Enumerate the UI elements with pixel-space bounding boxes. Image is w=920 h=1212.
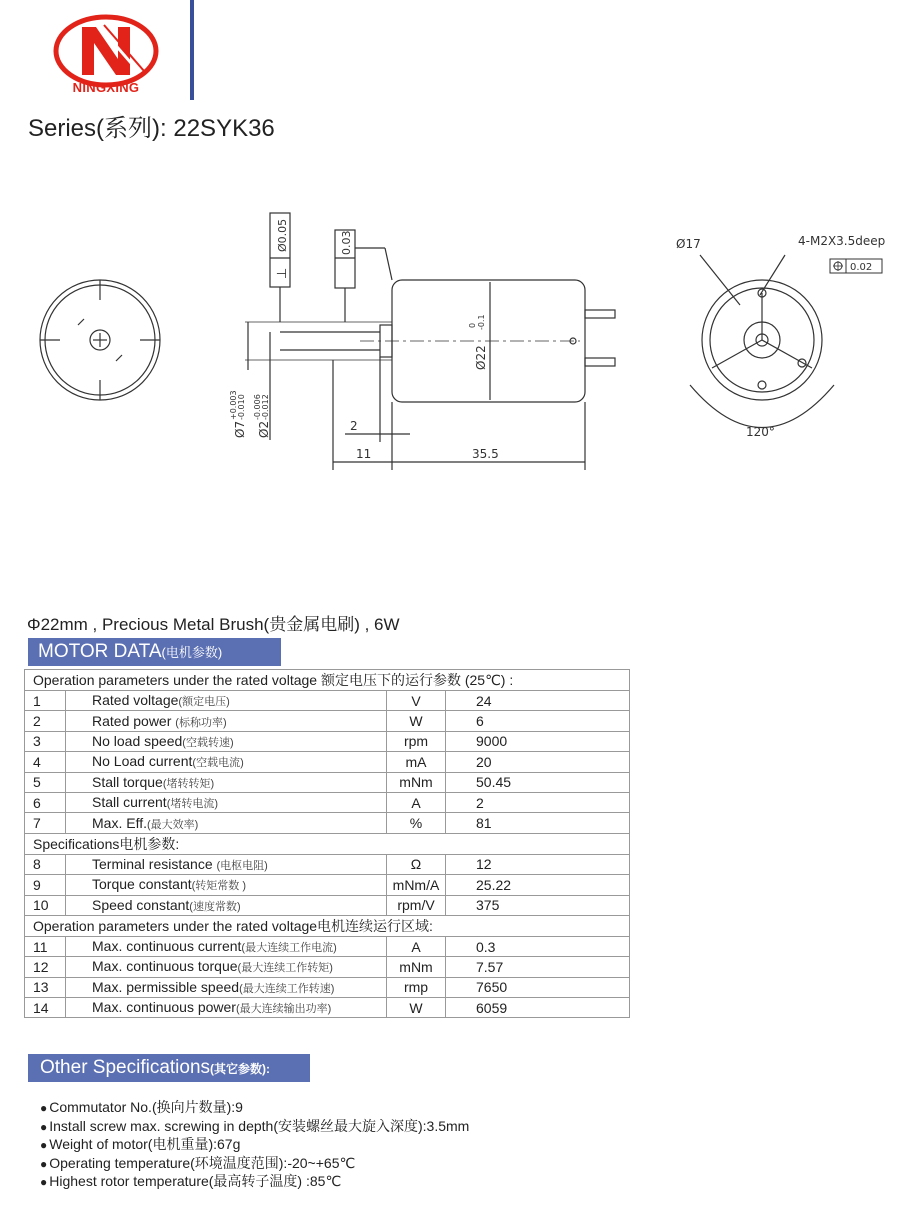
dim-d17: Ø17 — [676, 237, 701, 251]
dim-d7-tol: +0.003 — [229, 390, 238, 420]
motor-data-label-cn: (电机参数) — [161, 645, 223, 660]
dim-35-5: 35.5 — [472, 447, 499, 461]
other-spec-label: Other Specifications — [40, 1057, 211, 1078]
header-divider — [190, 0, 194, 100]
motor-data-banner — [28, 638, 281, 666]
table-section-header: Operation parameters under the rated voltage 额定电压下的运行参数 (25℃) : — [25, 670, 630, 691]
table-row: 7 Max. Eff.(最大效率) % 81 — [25, 813, 630, 833]
table-row: 4 No Load current(空载电流) mA 20 — [25, 752, 630, 772]
list-item: ● Highest rotor temperature(最高转子温度) :85℃ — [40, 1172, 469, 1191]
table-row: 8 Terminal resistance (电枢电阻) Ω 12 — [25, 854, 630, 874]
list-item: ● Weight of motor(电机重量):67g — [40, 1135, 469, 1154]
series-value: 22SYK36 — [173, 115, 275, 142]
end-view-left — [40, 280, 160, 400]
dim-body-dia: Ø22 — [474, 345, 488, 370]
list-item: ● Operating temperature(环境温度范围):-20~+65℃ — [40, 1154, 469, 1173]
side-view — [245, 213, 615, 470]
pos-tol-value: 0.02 — [850, 262, 873, 273]
tol-perp-symbol: ⊥ — [275, 267, 290, 279]
tol-perp-value: Ø0.05 — [276, 218, 289, 252]
dim-d7-tol2: -0.010 — [237, 394, 246, 420]
other-spec-banner — [28, 1054, 310, 1082]
table-row: 10 Speed constant(速度常数) rpm/V 375 — [25, 895, 630, 915]
brand-name: NINGXING — [72, 80, 140, 95]
dim-body-tol2: -0.1 — [477, 314, 486, 330]
technical-drawing — [0, 180, 920, 500]
dim-2: 2 — [350, 419, 358, 433]
tol-runout-value: 0.03 — [340, 230, 353, 255]
spec-title: Φ22mm , Precious Metal Brush(贵金属电刷) , 6W — [27, 615, 400, 634]
table-row: 5 Stall torque(堵转转矩) mNm 50.45 — [25, 772, 630, 792]
table-row: 11 Max. continuous current(最大连续工作电流) A 0.3 — [25, 936, 630, 956]
dim-d2-tol: -0.006 — [253, 394, 262, 420]
table-row: 14 Max. continuous power(最大连续输出功率) W 6059 — [25, 998, 630, 1018]
table-row: 9 Torque constant(转矩常数 ) mNm/A 25.22 — [25, 875, 630, 895]
dim-screw: 4-M2X3.5deep — [798, 234, 886, 248]
dim-angle: 120° — [746, 425, 775, 439]
motor-data-table — [24, 669, 630, 1018]
table-row: 1 Rated voltage(额定电压) V 24 — [25, 691, 630, 711]
other-spec-label-cn: (其它参数): — [210, 1062, 271, 1076]
table-section-header: Operation parameters under the rated voltage电机连续运行区域: — [25, 915, 630, 936]
dim-d7: Ø7 — [233, 420, 247, 438]
series-label: Series(系列) — [28, 115, 161, 142]
dim-d2-tol2: -0.012 — [261, 394, 270, 420]
dim-11: 11 — [356, 447, 372, 461]
list-item: ● Install screw max. screwing in depth(安装螺丝最大旋入深度):3.5mm — [40, 1117, 469, 1136]
motor-data-label: MOTOR DATA — [38, 641, 162, 662]
dim-d2: Ø2 — [257, 420, 271, 438]
dim-body-tol: 0 — [468, 322, 477, 328]
table-row: 13 Max. permissible speed(最大连续工作转速) rmp 7650 — [25, 977, 630, 997]
table-row: 12 Max. continuous torque(最大连续工作转矩) mNm 7.57 — [25, 957, 630, 977]
table-row: 2 Rated power (标称功率) W 6 — [25, 711, 630, 731]
table-row: 6 Stall current(堵转电流) A 2 — [25, 792, 630, 812]
other-spec-list — [40, 1098, 469, 1191]
end-view-right — [690, 255, 834, 428]
series-title: Series(系列): 22SYK36 — [28, 115, 275, 142]
table-row: 3 No load speed(空载转速) rpm 9000 — [25, 731, 630, 751]
list-item: ● Commutator No.(换向片数量):9 — [40, 1098, 469, 1117]
table-section-header: Specifications电机参数: — [25, 833, 630, 854]
